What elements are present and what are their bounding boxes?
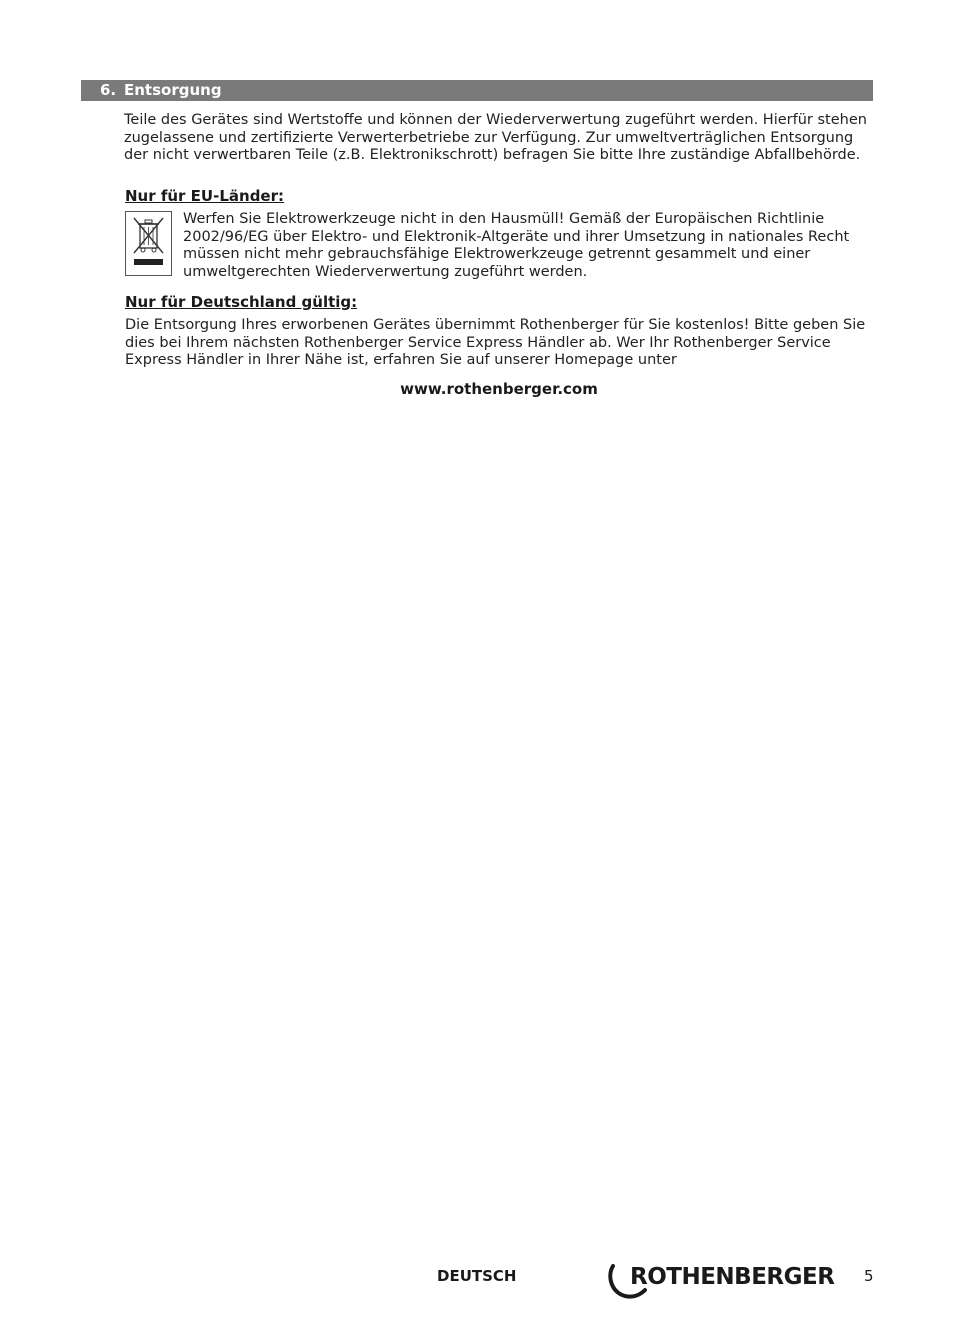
de-heading: Nur für Deutschland gültig: [125,293,358,311]
section-number: 6. [100,81,117,99]
footer-language: DEUTSCH [437,1267,517,1285]
section-title: Entsorgung [124,81,222,99]
brand-logo: ROTHENBERGER [630,1264,835,1290]
page-number: 5 [864,1267,874,1285]
intro-paragraph: Teile des Gerätes sind Wertstoffe und können der Wiederverwertung zugeführt werden. Hierfür stehen zugelassene und zertifizierte Verwerterbetriebe zur Verfügung. Zur umweltverträglichen Entsorgung der nicht verwertbaren Teile (z.B. Elektronikschrott) befragen Sie bitte Ihre zuständige Abfallbehörde. [124,112,867,163]
section-header [81,80,873,101]
eu-paragraph: Werfen Sie Elektrowerkzeuge nicht in den Hausmüll! Gemäß der Europäischen Richtlinie 2002/96/EG über Elektro- und Elektronik-Altgeräte und ihrer Umsetzung in nationales Recht müssen nicht mehr gebrauchsfähige Elektrowerkzeuge getrennt gesammelt und einer umweltgerechten Wiederverwertung zugeführt werden. [183,211,850,280]
de-paragraph: Die Entsorgung Ihres erworbenen Gerätes übernimmt Rothenberger für Sie kostenlos! Bitte geben Sie dies bei Ihrem nächsten Rothenberger Service Express Händler ab. Wer Ihr Rothenberger Service Express Händler in Ihrer Nähe ist, erfahren Sie auf unserer Homepage unter [125,317,866,368]
eu-heading: Nur für EU-Länder: [125,187,284,205]
homepage-link[interactable]: www.rothenberger.com [400,380,598,398]
weee-crossed-bin-icon [125,211,172,276]
